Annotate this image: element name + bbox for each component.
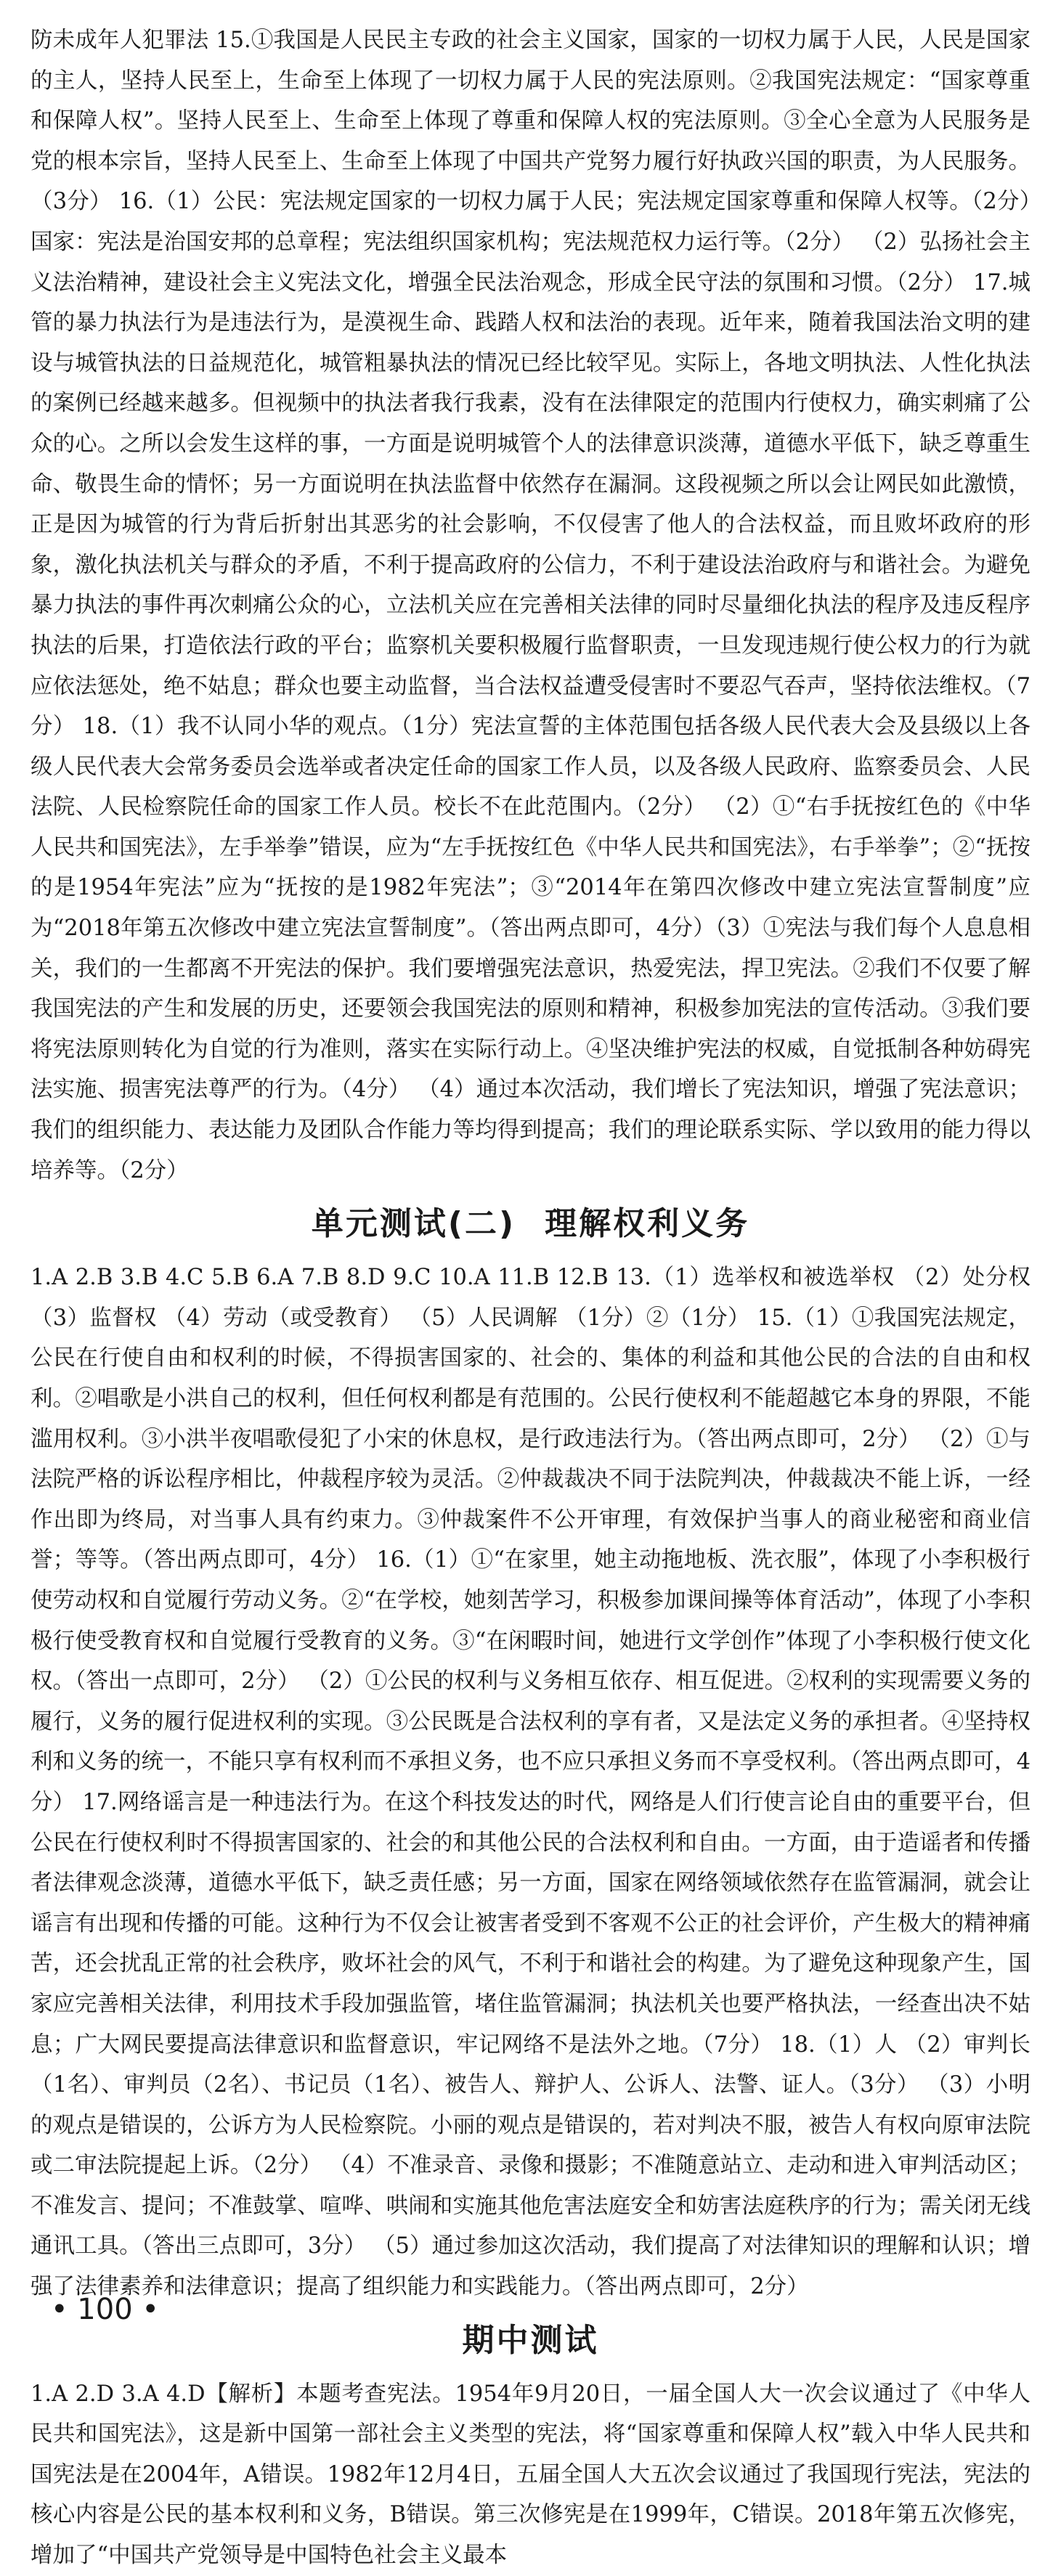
section-heading-midterm: 期中测试 [462,2321,599,2359]
answer-text-block: 防未成年人犯罪法 15.①我国是人民民主专政的社会主义国家，国家的一切权力属于人民，人民是国家的主人，坚持人民至上，生命至上体现了一切权力属于人民的宪法原则。②我国宪法规定：“国家尊重和保障人权”。坚持人民至上、生命至上体现了尊重和保障人权的宪法原则。③全心全意为人民服务是党的根本宗旨，坚持人民至上、生命至上体现了中国共产党努力履行好执政兴国的职责，为人民服务。（3分） 16.（1）公民：宪法规定国家的一切权力属于人民；宪法规定国家尊重和保障人权等。（2分）国家：宪法是治国安邦的总章程；宪法组织国家机构；宪法规范权力运行等。（2分） （2）弘扬社会主义法治精神，建设社会主义宪法文化，增强全民法治观念，形成全民守法的氛围和习惯。（2分） 17.城管的暴力执法行为是违法行为，是漠视生命、践踏人权和法治的表现。近年来，随着我国法治文明的建设与城管执法的日益规范化，城管粗暴执法的情况已经比较罕见。实际上，各地文明执法、人性化执法的案例已经越来越多。但视频中的执法者我行我素，没有在法律限定的范围内行使权力，确实刺痛了公众的心。之所以会发生这样的事，一方面是说明城管个人的法律意识淡薄，道德水平低下，缺乏尊重生命、敬畏生命的情怀；另一方面说明在执法监督中依然存在漏洞。这段视频之所以会让网民如此激愤，正是因为城管的行为背后折射出其恶劣的社会影响，不仅侵害了他人的合法权益，而且败坏政府的形象，激化执法机关与群众的矛盾，不利于提高政府的公信力，不利于建设法治政府与和谐社会。为避免暴力执法的事件再次刺痛公众的心，立法机关应在完善相关法律的同时尽量细化执法的程序及违反程序执法的后果，打造依法行政的平台；监察机关要积极履行监督职责，一旦发现违规行使公权力的行为就应依法惩处，绝不姑息；群众也要主动监督，当合法权益遭受侵害时不要忍气吞声，坚持依法维权。（7分） 18.（1）我不认同小华的观点。（1分）宪法宣誓的主体范围包括各级人民代表大会及县级以上各级人民代表大会常务委员会选举或者决定任命的国家工作人员，以及各级人民政府、监察委员会、人民法院、人民检察院任命的国家工作人员。校长不在此范围内。（2分） （2）①“右手抚按红色的《中华人民共和国宪法》，左手举拳”错误，应为“左手抚按红色《中华人民共和国宪法》，右手举拳”；②“抚按的是1954年宪法”应为“抚按的是1982年宪法”；③“2014年在第四次修改中建立宪法宣誓制度”应为“2018年第五次修改中建立宪法宣誓制度”。（答出两点即可，4分）（3）①宪法与我们每个人息息相关，我们的一生都离不开宪法的保护。我们要增强宪法意识，热爱宪法，捍卫宪法。②我们不仅要了解我国宪法的产生和发展的历史，还要领会我国宪法的原则和精神，积极参加宪法的宣传活动。③我们要将宪法原则转化为自觉的行为准则，落实在实际行动上。④坚决维护宪法的权威，自觉抵制各种妨碍宪法实施、损害宪法尊严的行为。（4分） （4）通过本次活动，我们增长了宪法知识，增强了宪法意识；我们的组织能力、表达能力及团队合作能力等均得到提高；我们的理论联系实际、学以致用的能力得以培养等。（2分） [31,28,1030,1183]
answer-text-block: 1.A 2.B 3.B 4.C 5.B 6.A 7.B 8.D 9.C 10.A 11.B 12.B 13.（1）选举权和被选举权 （2）处分权 （3）监督权 （4）劳动（或受教育） （5）人民调解 （1分）②（1分） 15.（1）①我国宪法规定，公民在行使自由和权利的时候，不得损害国家的、社会的、集体的利益和其他公民的合法的自由和权利。②唱歌是小洪自己的权利，但任何权利都是有范围的。公民行使权利不能超越它本身的界限，不能滥用权利。③小洪半夜唱歌侵犯了小宋的休息权，是行政违法行为。（答出两点即可，2分） （2）①与法院严格的诉讼程序相比，仲裁程序较为灵活。②仲裁裁决不同于法院判决，仲裁裁决不能上诉，一经作出即为终局，对当事人具有约束力。③仲裁案件不公开审理，有效保护当事人的商业秘密和商业信誉；等等。（答出两点即可，4分） 16.（1）①“在家里，她主动拖地板、洗衣服”，体现了小李积极行使劳动权和自觉履行劳动义务。②“在学校，她刻苦学习，积极参加课间操等体育活动”，体现了小李积极行使受教育权和自觉履行受教育的义务。③“在闲暇时间，她进行文学创作”体现了小李积极行使文化权。（答出一点即可，2分） （2）①公民的权利与义务相互依存、相互促进。②权利的实现需要义务的履行，义务的履行促进权利的实现。③公民既是合法权利的享有者，又是法定义务的承担者。④坚持权利和义务的统一，不能只享有权利而不承担义务，也不应只承担义务而不享受权利。（答出两点即可，4分） 17.网络谣言是一种违法行为。在这个科技发达的时代，网络是人们行使言论自由的重要平台，但公民在行使权利时不得损害国家的、社会的和其他公民的合法权利和自由。一方面，由于造谣者和传播者法律观念淡薄，道德水平低下，缺乏责任感；另一方面，国家在网络领域依然存在监管漏洞，就会让谣言有出现和传播的可能。这种行为不仅会让被害者受到不客观不公正的社会评价，产生极大的精神痛苦，还会扰乱正常的社会秩序，败坏社会的风气，不利于和谐社会的构建。为了避免这种现象产生，国家应完善相关法律，利用技术手段加强监管，堵住监管漏洞；执法机关也要严格执法，一经查出决不姑息；广大网民要提高法律意识和监督意识，牢记网络不是法外之地。（7分） 18.（1）人 （2）审判长（1名）、审判员（2名）、书记员（1名）、被告人、辩护人、公诉人、法警、证人。（3分） （3）小明的观点是错误的，公诉方为人民检察院。小丽的观点是错误的，若对判决不服，被告人有权向原审法院或二审法院提起上诉。（2分） （4）不准录音、录像和摄影；不准随意站立、走动和进入审判活动区；不准发言、提问；不准鼓掌、喧哗、哄闹和实施其他危害法庭安全和妨害法庭秩序的行为；需关闭无线通讯工具。（答出三点即可，3分） （5）通过参加这次活动，我们提高了对法律知识的理解和认识；增强了法律素养和法律意识；提高了组织能力和实践能力。（答出两点即可，2分） [31,1265,1030,2300]
section-heading-sub: 理解权利义务 [545,1205,750,1243]
section-heading-unit-test-2 [31,1191,1030,1258]
page-number: • 100 • [51,2293,159,2326]
answer-text-block: 1.A 2.D 3.A 4.D【解析】本题考查宪法。1954年9月20日，一届全国人大一次会议通过了《中华人民共和国宪法》，这是新中国第一部社会主义类型的宪法，将“国家尊重和保障人权”载入中华人民共和国宪法是在2004年，A错误。1982年12月4日，五届全国人大五次会议通过了我国现行宪法，宪法的核心内容是公民的基本权利和义务，B错误。第三次修宪是在1999年，C错误。2018年第五次修宪，增加了“中国共产党领导是中国特色社会主义最本 [31,2381,1030,2569]
section-heading-main: 单元测试(二) [311,1205,516,1243]
